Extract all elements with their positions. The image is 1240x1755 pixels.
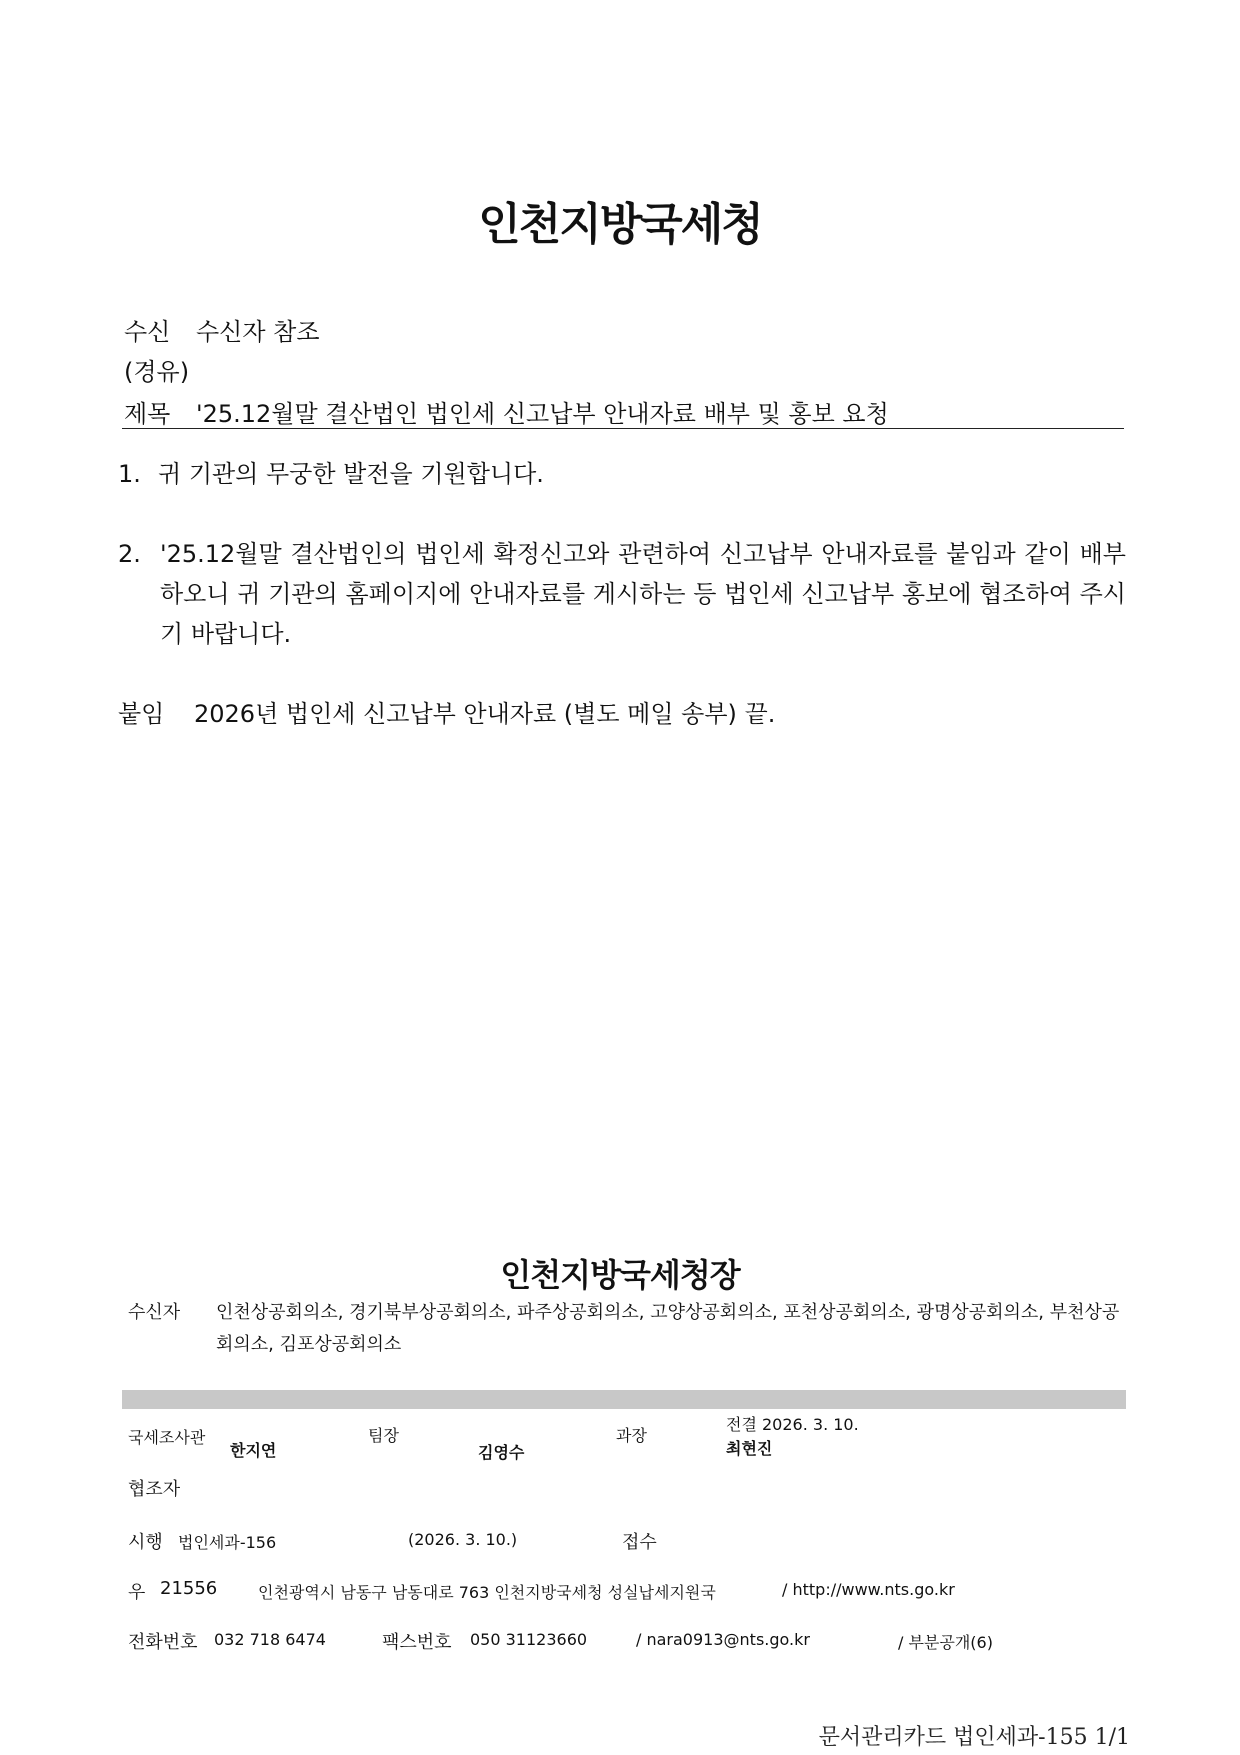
address: 인천광역시 남동구 남동대로 763 인천지방국세청 성실납세지원국: [258, 1583, 716, 1602]
cooperator-label: 협조자: [128, 1479, 181, 1500]
website-link[interactable]: / http://www.nts.go.kr: [782, 1580, 955, 1599]
subject-label: 제목: [124, 400, 171, 428]
approval-name-2: 김영수: [478, 1443, 525, 1462]
disclosure-status: / 부분공개(6): [898, 1633, 993, 1652]
fax-label: 팩스번호: [382, 1632, 452, 1653]
postal-code: 21556: [160, 1578, 218, 1599]
enforce-number: 법인세과-156: [178, 1533, 277, 1552]
recipient-label: 수신: [124, 318, 171, 346]
recipients-label: 수신자: [128, 1302, 181, 1323]
approval-role-2: 팀장: [368, 1426, 399, 1445]
receipt-label: 접수: [622, 1532, 657, 1553]
attachment-text: 2026년 법인세 신고납부 안내자료 (별도 메일 송부) 끝.: [194, 700, 776, 728]
phone-number: 032 718 6474: [214, 1630, 326, 1649]
approval-divider-bar: [122, 1390, 1126, 1409]
subject-value: '25.12월말 결산법인 법인세 신고납부 안내자료 배부 및 홍보 요청: [196, 400, 889, 428]
para1-text: 귀 기관의 무궁한 발전을 기원합니다.: [158, 460, 544, 488]
approval-name-1: 한지연: [230, 1441, 277, 1460]
recipient-value: 수신자 참조: [196, 318, 320, 346]
para2-text: '25.12월말 결산법인의 법인세 확정신고와 관련하여 신고납부 안내자료를 붙임과 같이 배부하오니 귀 기관의 홈페이지에 안내자료를 게시하는 등 법인세 신고납부 홍보에 협조하여 주시기 바랍니다.: [160, 540, 1126, 648]
approval-name-3: 최현진: [726, 1439, 773, 1458]
via-label: (경유): [124, 358, 190, 386]
para1-number: 1.: [118, 460, 141, 488]
attachment-label: 붙임: [118, 700, 165, 728]
approval-final-note: 전결 2026. 3. 10.: [726, 1415, 859, 1434]
recipients-text: 인천상공회의소, 경기북부상공회의소, 파주상공회의소, 고양상공회의소, 포천상공회의소, 광명상공회의소, 부천상공회의소, 김포상공회의소: [216, 1302, 1120, 1355]
phone-label: 전화번호: [128, 1632, 198, 1653]
approval-role-1: 국세조사관: [128, 1428, 206, 1447]
postal-label: 우: [128, 1582, 146, 1603]
org-title: 인천지방국세청: [478, 199, 762, 250]
enforce-date: (2026. 3. 10.): [408, 1530, 518, 1549]
subject-divider: [122, 428, 1124, 429]
para2-number: 2.: [118, 540, 141, 568]
approval-role-3: 과장: [616, 1426, 647, 1445]
sender-title: 인천지방국세청장: [500, 1256, 740, 1294]
enforce-label: 시행: [128, 1532, 163, 1553]
email-address[interactable]: / nara0913@nts.go.kr: [636, 1630, 810, 1649]
fax-number: 050 31123660: [470, 1630, 588, 1649]
document-card-reference: 문서관리카드 법인세과-155 1/1: [818, 1725, 1130, 1750]
